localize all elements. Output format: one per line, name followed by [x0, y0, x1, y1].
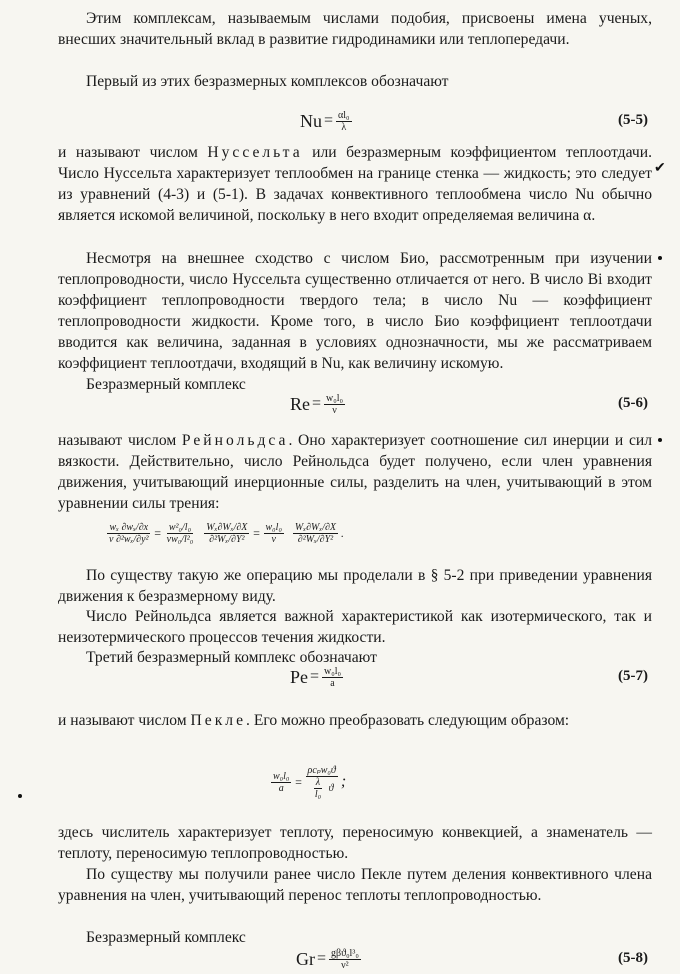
margin-dot: [18, 794, 22, 798]
equation-number: (5-8): [618, 950, 648, 966]
equation-5-5: Nu = $\frac{\text{αl₀}}{\lambda}$ (5-5): [300, 109, 648, 133]
equation-5-8: Gr = $\frac{\text{gβϑ₀l³₀}}{\text{ν²}}$ (5-8): [296, 947, 648, 971]
eq-lhs: Gr: [296, 948, 315, 969]
term-reynolds: Рейнольдса: [181, 432, 289, 449]
term-nusselt: Нуссельта: [207, 144, 303, 161]
margin-dot: [658, 256, 662, 260]
eq-denominator: a: [330, 677, 335, 689]
equation-reynolds-derivation: $\frac{\text{wₓ ∂wₓ/∂x}}{\text{ν ∂²wₓ/∂y²}}$ = $\frac{\text{w²₀/l₀}}{\text{νw₀/l²₀}}$ $\frac{\text{Wₓ∂Wₓ/∂X}}{\text{∂²Wₓ/∂Y²}}$ = $\frac{\text{w₀l₀}}{\nu}$ $\frac{\text{Wₓ∂Wₓ/∂X}}{\text{∂²Wₓ/∂Y²}}$ .: [109, 521, 345, 545]
equation-number: (5-6): [618, 395, 648, 411]
term-peclet: Пекле: [190, 712, 247, 729]
paragraph-re-importance: Число Рейнольдса является важной характеристикой как изотермического, так и неизотермического процессов течения жидкости.: [58, 608, 652, 646]
paragraph-pe-intro: Третий безразмерный комплекс обозначают: [86, 649, 377, 666]
eq-denominator: ν: [332, 404, 337, 416]
eq-numerator: gβϑ₀l³₀: [331, 947, 359, 959]
paragraph-reynolds: называют числом Рейнольдса. Оно характеризует соотношение сил инерции и сил вязкости. Действительно, число Рейнольдса будет получено, если член уравнения движения, учитывающий инерционные силы, разделить на член, учитывающий в этом уравнении силы трения:: [58, 432, 653, 512]
equation-number: (5-5): [618, 112, 648, 128]
eq-lhs: Nu: [300, 110, 322, 131]
equation-peclet-transform: $\frac{\text{w₀l₀}}{a}$ = ρcₚw₀ϑ $\frac{\lambda}{\text{l₀}}$ ϑ ;: [273, 764, 347, 800]
paragraph-re-intro: Безразмерный комплекс: [86, 376, 246, 393]
equation-number: (5-7): [618, 668, 648, 684]
margin-dot: [658, 438, 662, 442]
paragraph-gr-intro: Безразмерный комплекс: [86, 929, 246, 946]
equation-5-7: Pe = $\frac{\text{w₀l₀}}{a}$ (5-7): [290, 665, 648, 689]
paragraph-peclet: и называют числом Пекле. Его можно преобразовать следующим образом:: [58, 712, 570, 729]
eq-numerator: αl₀: [338, 109, 350, 121]
paragraph-biot-comparison: Несмотря на внешнее сходство с числом Био, рассмотренным при изучении теплопроводности, число Нуссельта существенно отличается от него. В число Bi входит коэффициент теплопроводности твердого тела; в число Nu — коэффициент теплопроводности жидкости. Кроме того, в число Био коэффициент теплоотдачи вводится как величина, заданная в условиях однозначности, мы же рассматриваем коэффициент теплоотдачи, входящий в Nu, как величину искомую.: [58, 250, 652, 372]
eq-lhs: Re: [290, 393, 310, 414]
paragraph-numerator-note: здесь числитель характеризует теплоту, переносимую конвекцией, а знаменатель — теплоту, переносимую теплопроводностью.: [58, 824, 652, 862]
paragraph-section-ref: По существу такую же операцию мы проделали в § 5-2 при приведении уравнения движения к безразмерному виду.: [58, 567, 652, 605]
eq-numerator: w₀l₀: [326, 392, 344, 404]
paragraph-peclet-derivation: По существу мы получили ранее число Пекле путем деления конвективного члена уравнения на член, учитывающий перенос теплоты теплопроводностью.: [58, 866, 652, 904]
eq-lhs: Pe: [290, 666, 308, 687]
paragraph-intro: Этим комплексам, называемым числами подобия, присвоены имена ученых, внесших значительный вклад в развитие гидродинамики или теплопередачи.: [58, 10, 652, 48]
paragraph-nusselt: и называют числом Нуссельта или безразмерным коэффициентом теплоотдачи. Число Нуссельта характеризует теплообмен на границе стенка — жидкость; это следует из уравнений (4-3) и (5-1). В задачах конвективного теплообмена число Nu обычно является искомой величиной, поскольку в него входит определяемая величина α.: [58, 144, 652, 224]
eq-denominator: ν²: [341, 959, 349, 971]
eq-numerator: w₀l₀: [324, 665, 342, 677]
paragraph-first-complex: Первый из этих безразмерных комплексов обозначают: [86, 73, 449, 90]
margin-checkmark-icon: ✔: [654, 161, 666, 176]
eq-denominator: λ: [341, 121, 347, 133]
equation-5-6: Re = $\frac{\text{w₀l₀}}{\nu}$ (5-6): [290, 392, 648, 416]
